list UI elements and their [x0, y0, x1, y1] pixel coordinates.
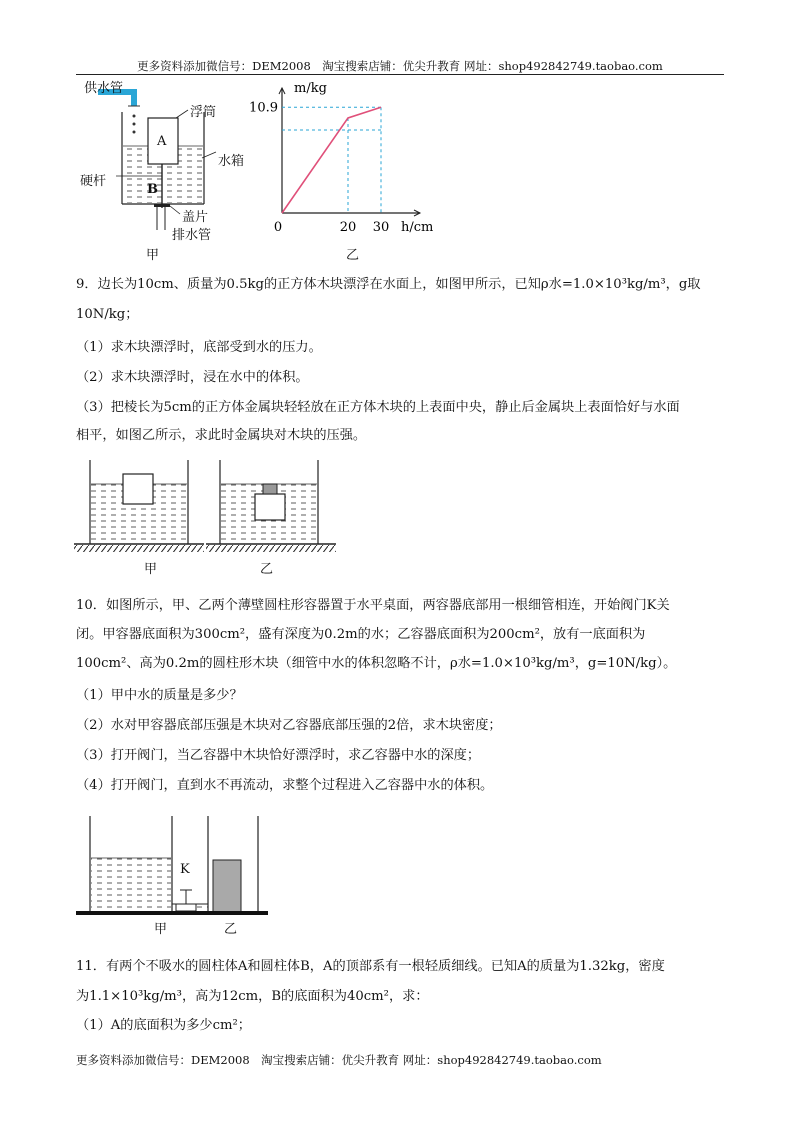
label-float: 浮筒 [190, 105, 217, 120]
label-B: B [147, 182, 158, 197]
q9-sub3-line1: （3）把棱长为5cm的正方体金属块轻轻放在正方体木块的上表面中央，静止后金属块上表面恰好与水面 [76, 400, 680, 415]
q9-containers-figure [70, 458, 350, 558]
x-tick-label-20: 20 [339, 220, 357, 235]
q10-sub3: （3）打开阀门，当乙容器中木块恰好漂浮时，求乙容器中水的深度； [76, 748, 481, 763]
mass-height-chart [249, 80, 434, 240]
q10-connected-containers-figure [76, 814, 276, 918]
q10-caption-right: 乙 [224, 922, 238, 937]
q10-sub4: （4）打开阀门，直到水不再流动，求整个过程进入乙容器中水的体积。 [76, 778, 494, 793]
q9-stem-line1: 9．边长为10cm、质量为0.5kg的正方体木块漂浮在水面上，如图甲所示，已知ρ水=1.0×10³kg/m³，g取 [76, 277, 701, 292]
q9-sub1: （1）求木块漂浮时，底部受到水的压力。 [76, 340, 322, 355]
q9-sub2: （2）求木块漂浮时，浸在水中的体积。 [76, 370, 309, 385]
q10-stem-line2: 闭。甲容器底面积为300cm²，盛有深度为0.2m的水；乙容器底面积为200cm²，放有一底面积为 [76, 627, 646, 642]
series-line [282, 107, 381, 213]
label-rod: 硬杆 [80, 174, 107, 189]
q10-caption-left: 甲 [154, 922, 168, 937]
label-drain: 排水管 [172, 228, 212, 243]
x-axis-label: h/cm [401, 220, 434, 235]
header-rule [76, 74, 724, 75]
page-footer: 更多资料添加微信号：DEM2008 淘宝搜索店铺：优尖升教育 网址：shop492842749.taobao.com [76, 1053, 602, 1067]
label-cover: 盖片 [182, 210, 209, 225]
q10-stem-line3: 100cm²、高为0.2m的圆柱形木块（细管中水的体积忽略不计，ρ水=1.0×10³kg/m³，g=10N/kg）。 [76, 656, 677, 671]
label-tank: 水箱 [218, 154, 245, 169]
q11-stem-line1: 11．有两个不吸水的圆柱体A和圆柱体B，A的顶部系有一根轻质细线。已知A的质量为1.32kg，密度 [76, 959, 665, 974]
q9-caption-left: 甲 [144, 562, 158, 577]
label-supply-pipe: 供水管 [84, 81, 124, 96]
page-header: 更多资料添加微信号：DEM2008 淘宝搜索店铺：优尖升教育 网址：shop492842749.taobao.com [137, 59, 663, 73]
q11-sub1: （1）A的底面积为多少cm²； [76, 1018, 251, 1033]
label-A: A [157, 134, 167, 149]
x-tick-label-30: 30 [372, 220, 390, 235]
y-axis-label: m/kg [294, 81, 327, 96]
y-tick-label: 10.9 [249, 100, 278, 116]
q10-stem-line1: 10．如图所示，甲、乙两个薄壁圆柱形容器置于水平桌面，两容器底部用一根细管相连，开始阀门K关 [76, 598, 670, 613]
caption-right-top: 乙 [346, 248, 360, 263]
q9-caption-right: 乙 [260, 562, 274, 577]
q10-sub2: （2）水对甲容器底部压强是木块对乙容器底部压强的2倍，求木块密度； [76, 718, 502, 733]
q9-sub3-line2: 相平，如图乙所示，求此时金属块对木块的压强。 [76, 428, 367, 443]
origin-label: 0 [273, 220, 283, 235]
caption-left-top: 甲 [146, 248, 160, 263]
q10-sub1: （1）甲中水的质量是多少？ [76, 688, 243, 703]
q10-valve-label: K [180, 862, 190, 877]
q9-stem-line2: 10N/kg； [76, 307, 139, 322]
q11-stem-line2: 为1.1×10³kg/m³，高为12cm，B的底面积为40cm²，求： [76, 989, 429, 1004]
